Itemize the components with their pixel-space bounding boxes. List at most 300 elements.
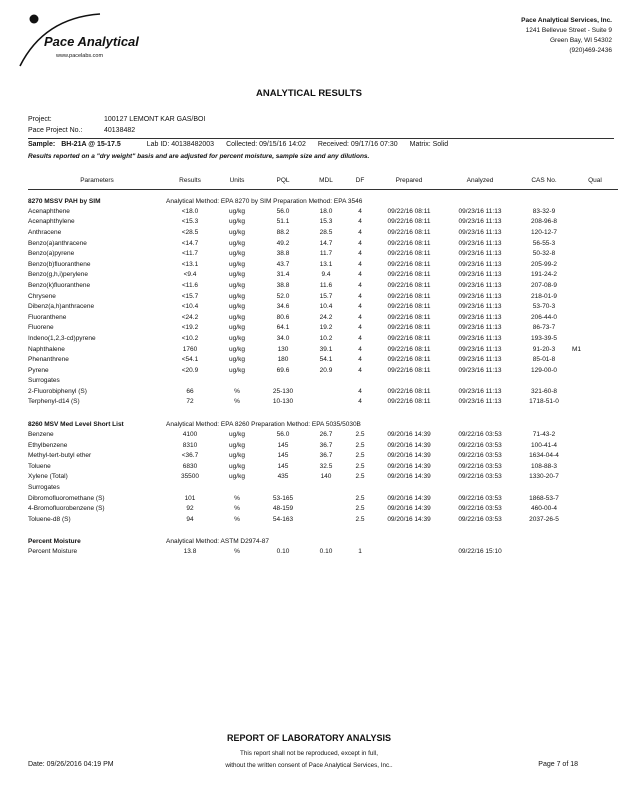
table-row — [28, 301, 618, 312]
surrogates-label: Surrogates — [28, 377, 60, 385]
table-cell: 11.6 — [319, 281, 333, 289]
table-cell: 1868-53-7 — [529, 494, 559, 502]
table-cell: Pyrene — [28, 366, 49, 374]
lab-name: Pace Analytical Services, Inc. — [521, 17, 612, 24]
table-cell: 9.4 — [321, 271, 331, 279]
table-row — [28, 259, 618, 270]
table-cell: ug/kg — [229, 431, 245, 439]
table-row — [28, 206, 618, 217]
table-cell: 38.8 — [276, 281, 290, 289]
table-cell: Fluoranthene — [28, 313, 67, 321]
column-header: Prepared — [374, 175, 444, 190]
table-cell: ug/kg — [229, 345, 245, 353]
table-cell: 36.7 — [319, 452, 333, 460]
table-cell: 54-163 — [272, 515, 294, 523]
table-header — [28, 175, 618, 190]
table-cell: 09/23/16 11:13 — [458, 218, 502, 226]
footer-notice-line1: This report shall not be reproduced, except in full, — [240, 750, 378, 757]
table-row — [28, 217, 618, 228]
table-cell — [572, 248, 618, 259]
table-cell: <11.7 — [182, 250, 198, 258]
table-cell: 09/22/16 03:53 — [458, 462, 502, 470]
table-cell: 71-43-2 — [532, 431, 556, 439]
table-cell: 43.7 — [276, 260, 290, 268]
table-cell: 92 — [186, 505, 194, 513]
table-cell: 09/23/16 11:13 — [458, 239, 502, 247]
table-row — [28, 461, 618, 472]
footer-notice-line2: without the written consent of Pace Analytical Services, Inc.. — [225, 762, 393, 769]
table-cell: M1 — [572, 345, 582, 353]
table-cell: 56.0 — [276, 207, 290, 215]
table-cell — [572, 397, 618, 408]
table-cell: 15.7 — [319, 292, 333, 300]
table-cell: ug/kg — [229, 271, 245, 279]
table-row — [28, 365, 618, 376]
table-cell: Benzo(k)fluoranthene — [28, 281, 91, 289]
table-cell: 14.7 — [319, 239, 333, 247]
table-cell: <28.5 — [181, 228, 199, 236]
table-cell: 10.2 — [319, 334, 333, 342]
table-cell: 4 — [358, 292, 362, 300]
lab-address-line1: 1241 Bellevue Street - Suite 9 — [525, 27, 612, 34]
table-cell: Naphthalene — [28, 345, 65, 353]
table-cell: 4 — [358, 250, 362, 258]
table-cell: ug/kg — [229, 207, 245, 215]
table-cell: 09/22/16 08:11 — [387, 313, 431, 321]
table-cell — [572, 217, 618, 228]
lab-address-block — [521, 16, 612, 56]
pace-logo-swoosh-icon — [14, 10, 144, 70]
table-cell: 83-32-9 — [532, 207, 556, 215]
table-cell: % — [234, 505, 240, 513]
table-cell — [306, 493, 346, 504]
table-cell: 2.5 — [355, 505, 365, 513]
table-cell: 09/23/16 11:13 — [458, 228, 502, 236]
table-cell: 205-99-2 — [530, 260, 558, 268]
table-row — [28, 344, 618, 355]
section-method: Analytical Method: ASTM D2974-87 — [166, 538, 269, 546]
table-cell: 207-08-9 — [530, 281, 558, 289]
received: Received: 09/17/16 07:30 — [317, 141, 398, 148]
table-cell: 69.6 — [276, 366, 290, 374]
table-cell: 09/20/16 14:39 — [387, 462, 431, 470]
table-cell: Toluene-d8 (S) — [28, 515, 71, 523]
table-cell: 09/22/16 08:11 — [387, 271, 431, 279]
column-header: Parameters — [28, 175, 166, 190]
table-cell: ug/kg — [229, 228, 245, 236]
table-cell: 88.2 — [276, 228, 290, 236]
table-cell: 09/22/16 08:11 — [387, 303, 431, 311]
table-cell: 4 — [358, 356, 362, 364]
table-cell: 09/20/16 14:39 — [387, 431, 431, 439]
collected: Collected: 09/15/16 14:02 — [226, 141, 306, 148]
table-cell: ug/kg — [229, 452, 245, 460]
table-cell: 09/20/16 14:39 — [387, 494, 431, 502]
table-cell: 10-130 — [272, 398, 294, 406]
surrogate-row — [28, 514, 618, 525]
table-cell: 145 — [277, 462, 289, 470]
table-row — [28, 227, 618, 238]
table-row — [28, 440, 618, 451]
column-header: Analyzed — [444, 175, 516, 190]
table-cell — [572, 493, 618, 504]
divider — [28, 138, 614, 139]
table-cell: Benzo(g,h,i)perylene — [28, 271, 88, 279]
table-row — [28, 354, 618, 365]
table-cell — [572, 450, 618, 461]
table-cell: 09/23/16 11:13 — [458, 356, 502, 364]
table-cell: <15.7 — [181, 292, 199, 300]
table-cell: 09/23/16 11:13 — [458, 313, 502, 321]
table-cell: <10.2 — [181, 334, 199, 342]
table-row — [28, 472, 618, 483]
table-cell: Xylene (Total) — [28, 473, 68, 481]
column-header: Units — [214, 175, 260, 190]
table-cell: <36.7 — [181, 452, 199, 460]
table-row — [28, 333, 618, 344]
table-cell: 36.7 — [319, 441, 333, 449]
surrogate-row — [28, 493, 618, 504]
table-cell: 4 — [358, 239, 362, 247]
table-cell — [572, 472, 618, 483]
table-cell: 19.2 — [319, 324, 333, 332]
table-cell: 108-88-3 — [530, 462, 558, 470]
table-cell: 09/22/16 08:11 — [387, 398, 431, 406]
table-cell: 09/23/16 11:13 — [458, 207, 502, 215]
table-cell: 2.5 — [355, 441, 365, 449]
table-cell: % — [234, 387, 240, 395]
table-cell: % — [234, 515, 240, 523]
table-cell: Benzo(a)anthracene — [28, 239, 87, 247]
table-cell: 1634-04-4 — [529, 452, 559, 460]
table-cell — [572, 312, 618, 323]
table-cell — [572, 386, 618, 397]
table-cell: 1330-20-7 — [529, 473, 559, 481]
table-cell: 09/22/16 08:11 — [387, 356, 431, 364]
table-cell — [572, 291, 618, 302]
table-cell: 09/22/16 08:11 — [387, 324, 431, 332]
table-cell: Benzene — [28, 431, 54, 439]
table-cell: 218-01-9 — [530, 292, 558, 300]
table-cell: 140 — [320, 473, 332, 481]
table-cell: 130 — [277, 345, 289, 353]
table-row — [28, 547, 618, 558]
table-cell: <19.2 — [181, 324, 199, 332]
table-cell — [572, 461, 618, 472]
table-cell: 09/22/16 08:11 — [387, 250, 431, 258]
table-cell: ug/kg — [229, 366, 245, 374]
table-cell: 09/23/16 11:13 — [458, 260, 502, 268]
table-cell: 180 — [277, 356, 289, 364]
table-cell — [572, 547, 618, 558]
table-cell: 09/23/16 11:13 — [458, 334, 502, 342]
table-cell: 145 — [277, 452, 289, 460]
table-cell: 09/22/16 03:53 — [458, 441, 502, 449]
table-cell: ug/kg — [229, 292, 245, 300]
table-row — [28, 429, 618, 440]
table-cell: 460-00-4 — [530, 505, 558, 513]
table-cell — [572, 514, 618, 525]
table-cell: ug/kg — [229, 462, 245, 470]
table-cell: 13.1 — [319, 260, 333, 268]
table-cell: 4 — [358, 218, 362, 226]
table-cell: Benzo(b)fluoranthene — [28, 260, 91, 268]
table-cell: 38.8 — [276, 250, 290, 258]
table-cell: Methyl-tert-butyl ether — [28, 452, 92, 460]
table-cell: 09/22/16 08:11 — [387, 239, 431, 247]
table-cell: 145 — [277, 441, 289, 449]
table-cell: 4-Bromofluorobenzene (S) — [28, 505, 105, 513]
table-cell: 2-Fluorobiphenyl (S) — [28, 387, 87, 395]
table-cell: ug/kg — [229, 281, 245, 289]
table-cell — [572, 440, 618, 451]
table-cell: 09/20/16 14:39 — [387, 515, 431, 523]
table-cell — [306, 397, 346, 408]
table-cell: 35500 — [180, 473, 200, 481]
table-cell: <54.1 — [181, 356, 199, 364]
table-cell: 120-12-7 — [530, 228, 558, 236]
pace-project-label: Pace Project No.: — [28, 127, 83, 134]
table-cell: 09/22/16 03:53 — [458, 431, 502, 439]
table-cell: 94 — [186, 515, 194, 523]
table-cell: 53-165 — [272, 494, 294, 502]
table-cell: 48-159 — [272, 505, 294, 513]
table-cell: ug/kg — [229, 356, 245, 364]
table-cell — [572, 259, 618, 270]
table-cell: 09/22/16 08:11 — [387, 345, 431, 353]
table-cell: 100-41-4 — [530, 441, 558, 449]
table-cell: % — [234, 398, 240, 406]
table-cell: 321-60-8 — [530, 387, 558, 395]
section-name: 8260 MSV Med Level Short List — [28, 420, 124, 428]
table-cell: 4 — [358, 334, 362, 342]
table-cell: ug/kg — [229, 473, 245, 481]
table-cell: ug/kg — [229, 334, 245, 342]
table-cell: 4 — [358, 387, 362, 395]
table-cell: 09/23/16 11:13 — [458, 345, 502, 353]
table-cell: 34.0 — [276, 334, 290, 342]
table-cell: 4 — [358, 313, 362, 321]
project-info — [28, 114, 205, 136]
table-cell: Acenaphthene — [28, 207, 70, 215]
surrogate-row — [28, 397, 618, 408]
table-cell: 91-20-3 — [532, 345, 556, 353]
section-header — [28, 413, 618, 429]
section-method: Analytical Method: EPA 8270 by SIM Preparation Method: EPA 3546 — [166, 197, 363, 205]
table-cell: 09/23/16 11:13 — [458, 366, 502, 374]
surrogates-label-row — [28, 376, 618, 387]
table-cell: 32.5 — [319, 462, 333, 470]
table-cell — [572, 354, 618, 365]
sample-value: BH-21A @ 15-17.5 — [61, 141, 121, 148]
table-cell: Dibenz(a,h)anthracene — [28, 303, 95, 311]
table-cell: 8310 — [182, 441, 198, 449]
table-cell: 85-01-8 — [532, 356, 556, 364]
table-cell: 80.6 — [276, 313, 290, 321]
table-cell: 15.3 — [319, 218, 333, 226]
surrogates-label-row — [28, 482, 618, 493]
table-cell — [306, 386, 346, 397]
table-cell: 2037-26-5 — [529, 515, 559, 523]
table-cell — [306, 503, 346, 514]
table-cell — [572, 323, 618, 334]
table-cell: 72 — [186, 398, 194, 406]
footer-notice — [0, 748, 618, 772]
table-row — [28, 270, 618, 281]
sample-info — [28, 141, 460, 148]
table-cell: <11.6 — [182, 281, 198, 289]
table-cell: 09/20/16 14:39 — [387, 452, 431, 460]
table-cell: 20.9 — [319, 366, 333, 374]
table-cell: 4 — [358, 345, 362, 353]
table-cell: 86-73-7 — [532, 324, 556, 332]
table-row — [28, 280, 618, 291]
column-header: Results — [166, 175, 214, 190]
table-cell: 26.7 — [319, 431, 333, 439]
page-title: ANALYTICAL RESULTS — [256, 88, 362, 99]
table-cell — [572, 301, 618, 312]
table-cell — [572, 227, 618, 238]
table-cell: 09/22/16 03:53 — [458, 505, 502, 513]
table-cell: 31.4 — [276, 271, 290, 279]
table-row — [28, 450, 618, 461]
table-cell: 28.5 — [319, 228, 333, 236]
table-cell — [572, 270, 618, 281]
table-body — [28, 190, 618, 564]
table-cell: Toluene — [28, 462, 51, 470]
table-row — [28, 323, 618, 334]
table-cell: 13.8 — [183, 548, 197, 556]
footer-date: Date: 09/26/2016 04:19 PM — [28, 761, 114, 768]
table-cell: <18.0 — [181, 207, 199, 215]
table-cell: 0.10 — [319, 548, 333, 556]
table-cell: 25-130 — [272, 387, 294, 395]
table-cell: Acenaphthylene — [28, 218, 75, 226]
table-cell: 1760 — [182, 345, 198, 353]
sample-label: Sample: — [28, 141, 56, 148]
table-cell: 2.5 — [355, 431, 365, 439]
table-cell: 11.7 — [319, 250, 333, 258]
table-cell — [572, 280, 618, 291]
table-cell: 34.6 — [276, 303, 290, 311]
table-cell: 4 — [358, 366, 362, 374]
table-cell: 2.5 — [355, 473, 365, 481]
table-cell: 09/20/16 14:39 — [387, 441, 431, 449]
surrogate-row — [28, 386, 618, 397]
table-cell: 09/22/16 15:10 — [458, 548, 502, 556]
page-number: Page 7 of 18 — [538, 761, 578, 768]
table-cell: 09/22/16 08:11 — [387, 281, 431, 289]
table-cell — [572, 503, 618, 514]
section-header — [28, 531, 618, 547]
table-cell: Benzo(a)pyrene — [28, 250, 75, 258]
table-cell: 50-32-8 — [532, 250, 556, 258]
table-cell: ug/kg — [229, 218, 245, 226]
table-cell: 09/20/16 14:39 — [387, 505, 431, 513]
table-cell: 208-96-8 — [530, 218, 558, 226]
table-cell — [572, 429, 618, 440]
table-cell: 4 — [358, 281, 362, 289]
table-cell: ug/kg — [229, 260, 245, 268]
table-cell: 51.1 — [276, 218, 290, 226]
table-cell: 56.0 — [276, 431, 290, 439]
section-header — [28, 190, 618, 207]
table-cell: 09/23/16 11:13 — [458, 398, 502, 406]
table-cell: ug/kg — [229, 303, 245, 311]
table-cell: 4 — [358, 207, 362, 215]
table-cell: Ethylbenzene — [28, 441, 68, 449]
table-cell: Phenanthrene — [28, 356, 69, 364]
table-row — [28, 312, 618, 323]
table-cell: 4 — [358, 324, 362, 332]
table-cell: 10.4 — [319, 303, 333, 311]
table-cell: <24.2 — [181, 313, 199, 321]
table-cell: 66 — [186, 387, 194, 395]
table-cell: 1718-51-0 — [529, 398, 559, 406]
table-cell — [374, 547, 444, 558]
column-header: DF — [346, 175, 374, 190]
column-header: Qual — [572, 175, 618, 190]
table-cell: 09/23/16 11:13 — [458, 271, 502, 279]
table-cell: ug/kg — [229, 441, 245, 449]
table-cell: 09/22/16 03:53 — [458, 473, 502, 481]
svg-text:www.pacelabs.com: www.pacelabs.com — [56, 53, 104, 59]
svg-text:Pace Analytical: Pace Analytical — [44, 34, 139, 49]
surrogates-label: Surrogates — [28, 484, 60, 492]
table-cell: Percent Moisture — [28, 548, 78, 556]
table-cell: 1 — [358, 548, 362, 556]
table-cell: 4 — [358, 260, 362, 268]
table-cell — [572, 365, 618, 376]
table-cell: 4100 — [182, 431, 198, 439]
table-row — [28, 248, 618, 259]
table-cell: 09/22/16 08:11 — [387, 218, 431, 226]
table-cell: 2.5 — [355, 462, 365, 470]
table-cell: ug/kg — [229, 313, 245, 321]
table-cell: <20.9 — [181, 366, 199, 374]
section-method: Analytical Method: EPA 8260 Preparation Method: EPA 5035/5030B — [166, 420, 361, 428]
table-cell: 09/22/16 08:11 — [387, 228, 431, 236]
pace-logo — [14, 10, 144, 70]
lab-address-line2: Green Bay, WI 54302 — [549, 37, 612, 44]
column-header: PQL — [260, 175, 306, 190]
table-cell: 4 — [358, 303, 362, 311]
matrix: Matrix: Solid — [409, 141, 449, 148]
surrogate-row — [28, 503, 618, 514]
table-cell: 56-55-3 — [532, 239, 556, 247]
table-cell: ug/kg — [229, 250, 245, 258]
table-row — [28, 238, 618, 249]
results-table — [28, 175, 618, 563]
table-cell: <14.7 — [181, 239, 199, 247]
section-gap — [28, 557, 618, 563]
table-cell: 191-24-2 — [530, 271, 558, 279]
table-cell: 09/22/16 03:53 — [458, 452, 502, 460]
table-cell: ug/kg — [229, 324, 245, 332]
table-cell: Anthracene — [28, 228, 62, 236]
column-header: MDL — [306, 175, 346, 190]
table-cell: 09/23/16 11:13 — [458, 281, 502, 289]
table-cell — [572, 333, 618, 344]
table-cell: 52.0 — [276, 292, 290, 300]
table-cell: 129-00-0 — [530, 366, 558, 374]
table-cell: 24.2 — [319, 313, 333, 321]
table-cell: 2.5 — [355, 515, 365, 523]
table-cell: 49.2 — [276, 239, 290, 247]
table-cell: 193-39-5 — [530, 334, 558, 342]
table-cell — [516, 547, 572, 558]
table-cell: 09/23/16 11:13 — [458, 324, 502, 332]
